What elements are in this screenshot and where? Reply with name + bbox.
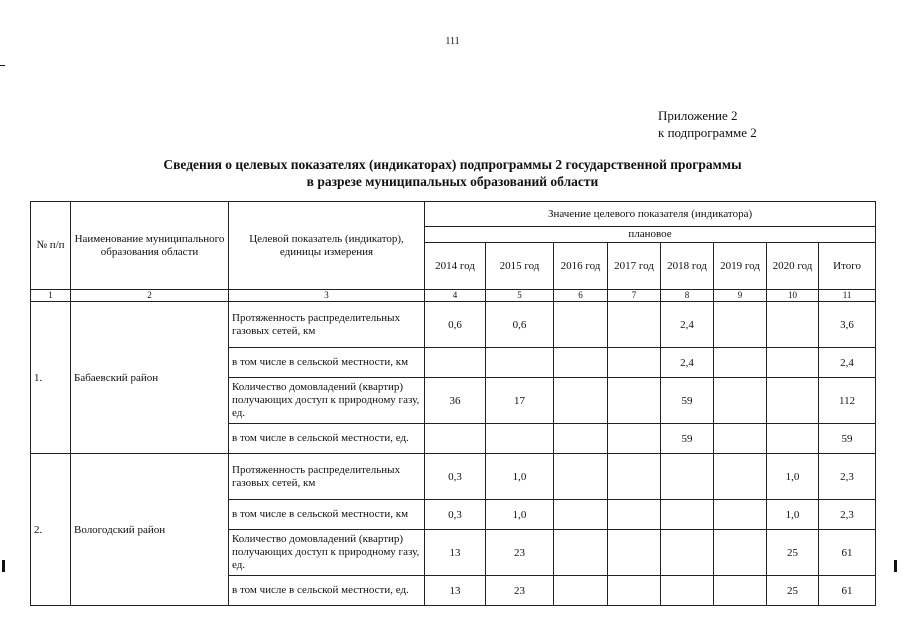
- value-cell: [554, 576, 608, 606]
- total-cell: 112: [819, 378, 876, 424]
- column-index: 6: [554, 290, 608, 302]
- indicator-name: Протяженность распределительных газовых сетей, км: [229, 302, 425, 348]
- header-indicator: Целевой показатель (индикатор), единицы измерения: [229, 202, 425, 290]
- column-index: 2: [71, 290, 229, 302]
- value-cell: [714, 302, 767, 348]
- column-index: 3: [229, 290, 425, 302]
- column-index: 4: [425, 290, 486, 302]
- scan-margin-mark: [0, 65, 5, 66]
- value-cell: [554, 378, 608, 424]
- value-cell: [767, 348, 819, 378]
- scan-margin-mark: [894, 560, 897, 572]
- table-row: [31, 302, 876, 348]
- value-cell: [767, 424, 819, 454]
- appendix-note: [658, 107, 757, 141]
- value-cell: [661, 530, 714, 576]
- column-index: 1: [31, 290, 71, 302]
- column-index-row: [31, 290, 876, 302]
- value-cell: [608, 424, 661, 454]
- indicator-name: в том числе в сельской местности, км: [229, 348, 425, 378]
- value-cell: 1,0: [767, 454, 819, 500]
- value-cell: [554, 302, 608, 348]
- value-cell: [714, 454, 767, 500]
- value-cell: [714, 500, 767, 530]
- row-number: 1.: [31, 302, 71, 454]
- value-cell: 0,6: [486, 302, 554, 348]
- header-year: 2015 год: [486, 243, 554, 290]
- header-planned: плановое: [425, 227, 876, 243]
- value-cell: [608, 576, 661, 606]
- indicators-table: [30, 201, 876, 606]
- value-cell: [661, 576, 714, 606]
- appendix-line-2: к подпрограмме 2: [658, 125, 757, 140]
- value-cell: 2,4: [661, 348, 714, 378]
- header-number: № п/п: [31, 202, 71, 290]
- value-cell: 0,3: [425, 500, 486, 530]
- title-line-2: в разрезе муниципальных образований области: [306, 174, 599, 189]
- value-cell: [425, 424, 486, 454]
- total-cell: 59: [819, 424, 876, 454]
- scan-margin-mark: [2, 560, 5, 572]
- row-number: 2.: [31, 454, 71, 606]
- value-cell: 0,3: [425, 454, 486, 500]
- page-number: 111: [445, 36, 460, 47]
- header-year: 2017 год: [608, 243, 661, 290]
- column-index: 7: [608, 290, 661, 302]
- header-value-group: Значение целевого показателя (индикатора): [425, 202, 876, 227]
- value-cell: [767, 378, 819, 424]
- total-cell: 2,3: [819, 500, 876, 530]
- value-cell: 25: [767, 530, 819, 576]
- header-year: 2016 год: [554, 243, 608, 290]
- total-cell: 2,4: [819, 348, 876, 378]
- value-cell: 36: [425, 378, 486, 424]
- value-cell: [714, 378, 767, 424]
- value-cell: [714, 530, 767, 576]
- value-cell: 17: [486, 378, 554, 424]
- indicator-name: в том числе в сельской местности, км: [229, 500, 425, 530]
- value-cell: 2,4: [661, 302, 714, 348]
- header-year: 2018 год: [661, 243, 714, 290]
- value-cell: [486, 424, 554, 454]
- header-year: 2020 год: [767, 243, 819, 290]
- indicator-name: Количество домовладений (квартир) получающих доступ к природному газу, ед.: [229, 530, 425, 576]
- value-cell: 59: [661, 424, 714, 454]
- value-cell: [608, 302, 661, 348]
- value-cell: 1,0: [486, 500, 554, 530]
- value-cell: 0,6: [425, 302, 486, 348]
- title-line-1: Сведения о целевых показателях (индикаторах) подпрограммы 2 государственной программы: [163, 157, 742, 172]
- column-index: 9: [714, 290, 767, 302]
- municipality-name: Бабаевский район: [71, 302, 229, 454]
- value-cell: 1,0: [486, 454, 554, 500]
- value-cell: [608, 530, 661, 576]
- value-cell: [554, 424, 608, 454]
- column-index: 10: [767, 290, 819, 302]
- value-cell: [554, 530, 608, 576]
- total-cell: 2,3: [819, 454, 876, 500]
- value-cell: [425, 348, 486, 378]
- value-cell: [661, 454, 714, 500]
- header-year: 2019 год: [714, 243, 767, 290]
- value-cell: [608, 378, 661, 424]
- column-index: 5: [486, 290, 554, 302]
- appendix-line-1: Приложение 2: [658, 108, 738, 123]
- total-cell: 61: [819, 576, 876, 606]
- value-cell: [486, 348, 554, 378]
- column-index: 11: [819, 290, 876, 302]
- total-cell: 3,6: [819, 302, 876, 348]
- value-cell: [608, 348, 661, 378]
- value-cell: 59: [661, 378, 714, 424]
- value-cell: [554, 454, 608, 500]
- value-cell: [608, 500, 661, 530]
- total-cell: 61: [819, 530, 876, 576]
- value-cell: 23: [486, 576, 554, 606]
- value-cell: [554, 348, 608, 378]
- document-title: [0, 156, 905, 190]
- value-cell: [554, 500, 608, 530]
- value-cell: 13: [425, 576, 486, 606]
- indicator-name: Количество домовладений (квартир) получающих доступ к природному газу, ед.: [229, 378, 425, 424]
- value-cell: [714, 348, 767, 378]
- indicator-name: в том числе в сельской местности, ед.: [229, 576, 425, 606]
- value-cell: [714, 424, 767, 454]
- table-row: [31, 454, 876, 500]
- value-cell: 13: [425, 530, 486, 576]
- municipality-name: Вологодский район: [71, 454, 229, 606]
- value-cell: [767, 302, 819, 348]
- indicator-name: Протяженность распределительных газовых сетей, км: [229, 454, 425, 500]
- header-total: Итого: [819, 243, 876, 290]
- header-year: 2014 год: [425, 243, 486, 290]
- value-cell: [608, 454, 661, 500]
- column-index: 8: [661, 290, 714, 302]
- value-cell: 23: [486, 530, 554, 576]
- header-municipality: Наименование муниципального образования области: [71, 202, 229, 290]
- value-cell: 25: [767, 576, 819, 606]
- value-cell: [714, 576, 767, 606]
- value-cell: [661, 500, 714, 530]
- value-cell: 1,0: [767, 500, 819, 530]
- indicator-name: в том числе в сельской местности, ед.: [229, 424, 425, 454]
